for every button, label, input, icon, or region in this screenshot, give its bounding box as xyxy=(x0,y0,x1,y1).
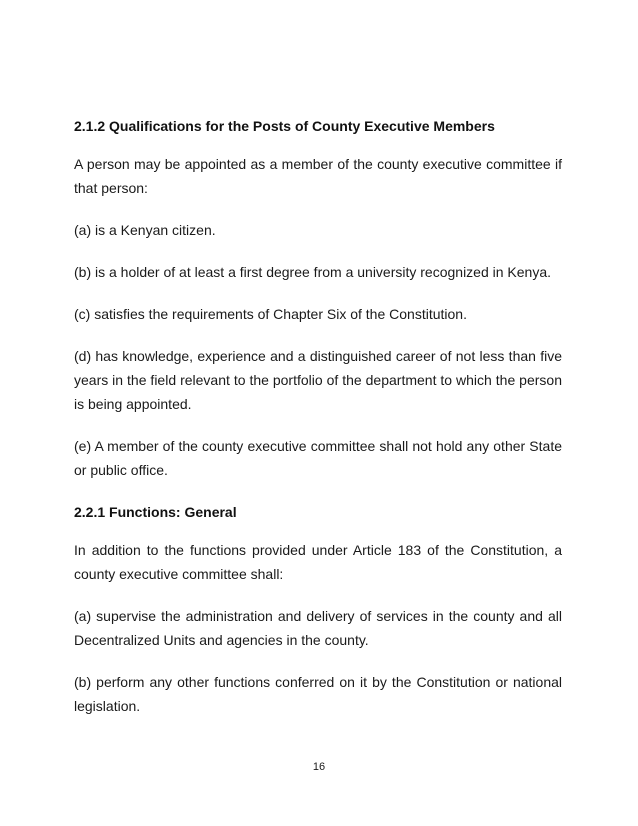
qualification-item-a: (a) is a Kenyan citizen. xyxy=(74,222,216,238)
document-page-body xyxy=(74,116,562,718)
function-item-b: (b) perform any other functions conferred on it by the Constitution or national legislation. xyxy=(74,674,562,714)
functions-intro-paragraph: In addition to the functions provided under Article 183 of the Constitution, a county executive committee shall: xyxy=(74,542,562,582)
page-number: 16 xyxy=(312,761,326,773)
qualification-item-b: (b) is a holder of at least a first degree from a university recognized in Kenya. xyxy=(74,264,552,280)
function-item-a: (a) supervise the administration and delivery of services in the county and all Decentralized Units and agencies in the county. xyxy=(74,608,562,648)
qualifications-intro-paragraph: A person may be appointed as a member of the county executive committee if that person: xyxy=(74,156,562,196)
functions-general-heading: 2.2.1 Functions: General xyxy=(74,504,237,520)
qualification-item-e: (e) A member of the county executive committee shall not hold any other State or public office. xyxy=(74,438,562,478)
qualification-item-d: (d) has knowledge, experience and a distinguished career of not less than five years in the field relevant to the portfolio of the department to which the person is being appointed. xyxy=(74,348,562,412)
qualification-item-c: (c) satisfies the requirements of Chapter Six of the Constitution. xyxy=(74,306,467,322)
qualifications-heading: 2.1.2 Qualifications for the Posts of County Executive Members xyxy=(74,118,495,134)
